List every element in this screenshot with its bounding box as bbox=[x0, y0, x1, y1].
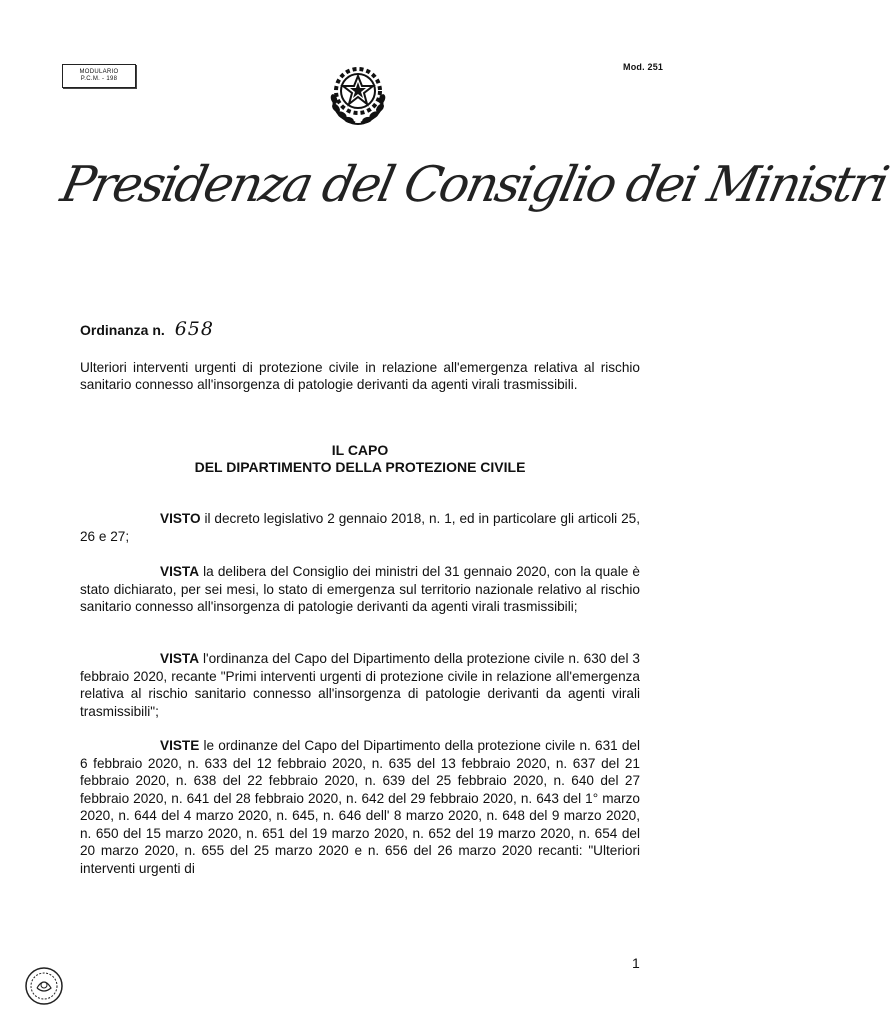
paragraph-keyword: VISTE bbox=[160, 738, 200, 753]
ordinance-number: 658 bbox=[174, 318, 214, 340]
paragraph-text: le ordinanze del Capo del Dipartimento della protezione civile n. 631 del 6 febbraio 2020, n. 633 del 12 febbraio 2020, n. 635 del 13 febbraio 2020, n. 637 del 21 febbraio 2020, n. 638 del 22 febbraio 2020, n. 639 del 25 febbraio 2020, n. 640 del 27 febbraio 2020, n. 641 del 28 febbraio 2020, n. 642 del 29 febbraio 2020, n. 643 del 1° marzo 2020, n. 644 del 4 marzo 2020, n. 645, n. 646 dell' 8 marzo 2020, n. 648 del 9 marzo 2020, n. 650 del 15 marzo 2020, n. 651 del 19 marzo 2020, n. 652 del 19 marzo 2020, n. 654 del 20 marzo 2020, n. 655 del 25 marzo 2020 e n. 656 del 26 marzo 2020 recanti: "Ulteriori interventi urgenti di bbox=[80, 738, 640, 876]
paragraph-keyword: VISTO bbox=[160, 511, 201, 526]
ordinance-title bbox=[80, 318, 214, 340]
heading-line-1: IL CAPO bbox=[331, 442, 389, 458]
paragraph-text: l'ordinanza del Capo del Dipartimento della protezione civile n. 630 del 3 febbraio 2020, recante "Primi interventi urgenti di protezione civile in relazione all'emergenza relativa al rischio sanitario connesso all'insorgenza di patologie derivanti da agenti virali trasmissibili"; bbox=[80, 651, 640, 719]
modulario-box bbox=[62, 64, 136, 88]
paragraph-text: la delibera del Consiglio dei ministri del 31 gennaio 2020, con la quale è stato dichiarato, per sei mesi, lo stato di emergenza sul territorio nazionale relativo al rischio sanitario connesso all'insorgenza di patologie derivanti da agenti virali trasmissibili; bbox=[80, 564, 640, 614]
modulario-label: MODULARIO bbox=[79, 69, 119, 75]
circular-stamp-icon bbox=[24, 966, 64, 1006]
ministry-name: Presidenza del Consiglio dei Ministri bbox=[56, 156, 892, 213]
authority-heading bbox=[80, 442, 640, 476]
modulario-code: P.C.M. - 198 bbox=[80, 76, 118, 82]
page-number: 1 bbox=[632, 955, 640, 971]
heading-line-2: DEL DIPARTIMENTO DELLA PROTEZIONE CIVILE bbox=[194, 459, 526, 475]
paragraph-keyword: VISTA bbox=[160, 651, 200, 666]
italian-republic-emblem-icon bbox=[325, 55, 391, 127]
paragraph-text: il decreto legislativo 2 gennaio 2018, n. 1, ed in particolare gli articoli 25, 26 e 27; bbox=[80, 511, 640, 544]
paragraph-vista-delibera bbox=[80, 563, 640, 616]
model-code: Mod. 251 bbox=[623, 62, 664, 72]
ordinance-subject: Ulteriori interventi urgenti di protezione civile in relazione all'emergenza relativa al rischio sanitario connesso all'insorgenza di patologie derivanti da agenti virali trasmissibili. bbox=[80, 360, 640, 392]
paragraph-vista-ordinanza bbox=[80, 650, 640, 720]
ordinance-label: Ordinanza n. bbox=[80, 322, 165, 338]
paragraph-visto bbox=[80, 510, 640, 545]
paragraph-viste-ordinanze bbox=[80, 737, 640, 877]
paragraph-keyword: VISTA bbox=[160, 564, 200, 579]
